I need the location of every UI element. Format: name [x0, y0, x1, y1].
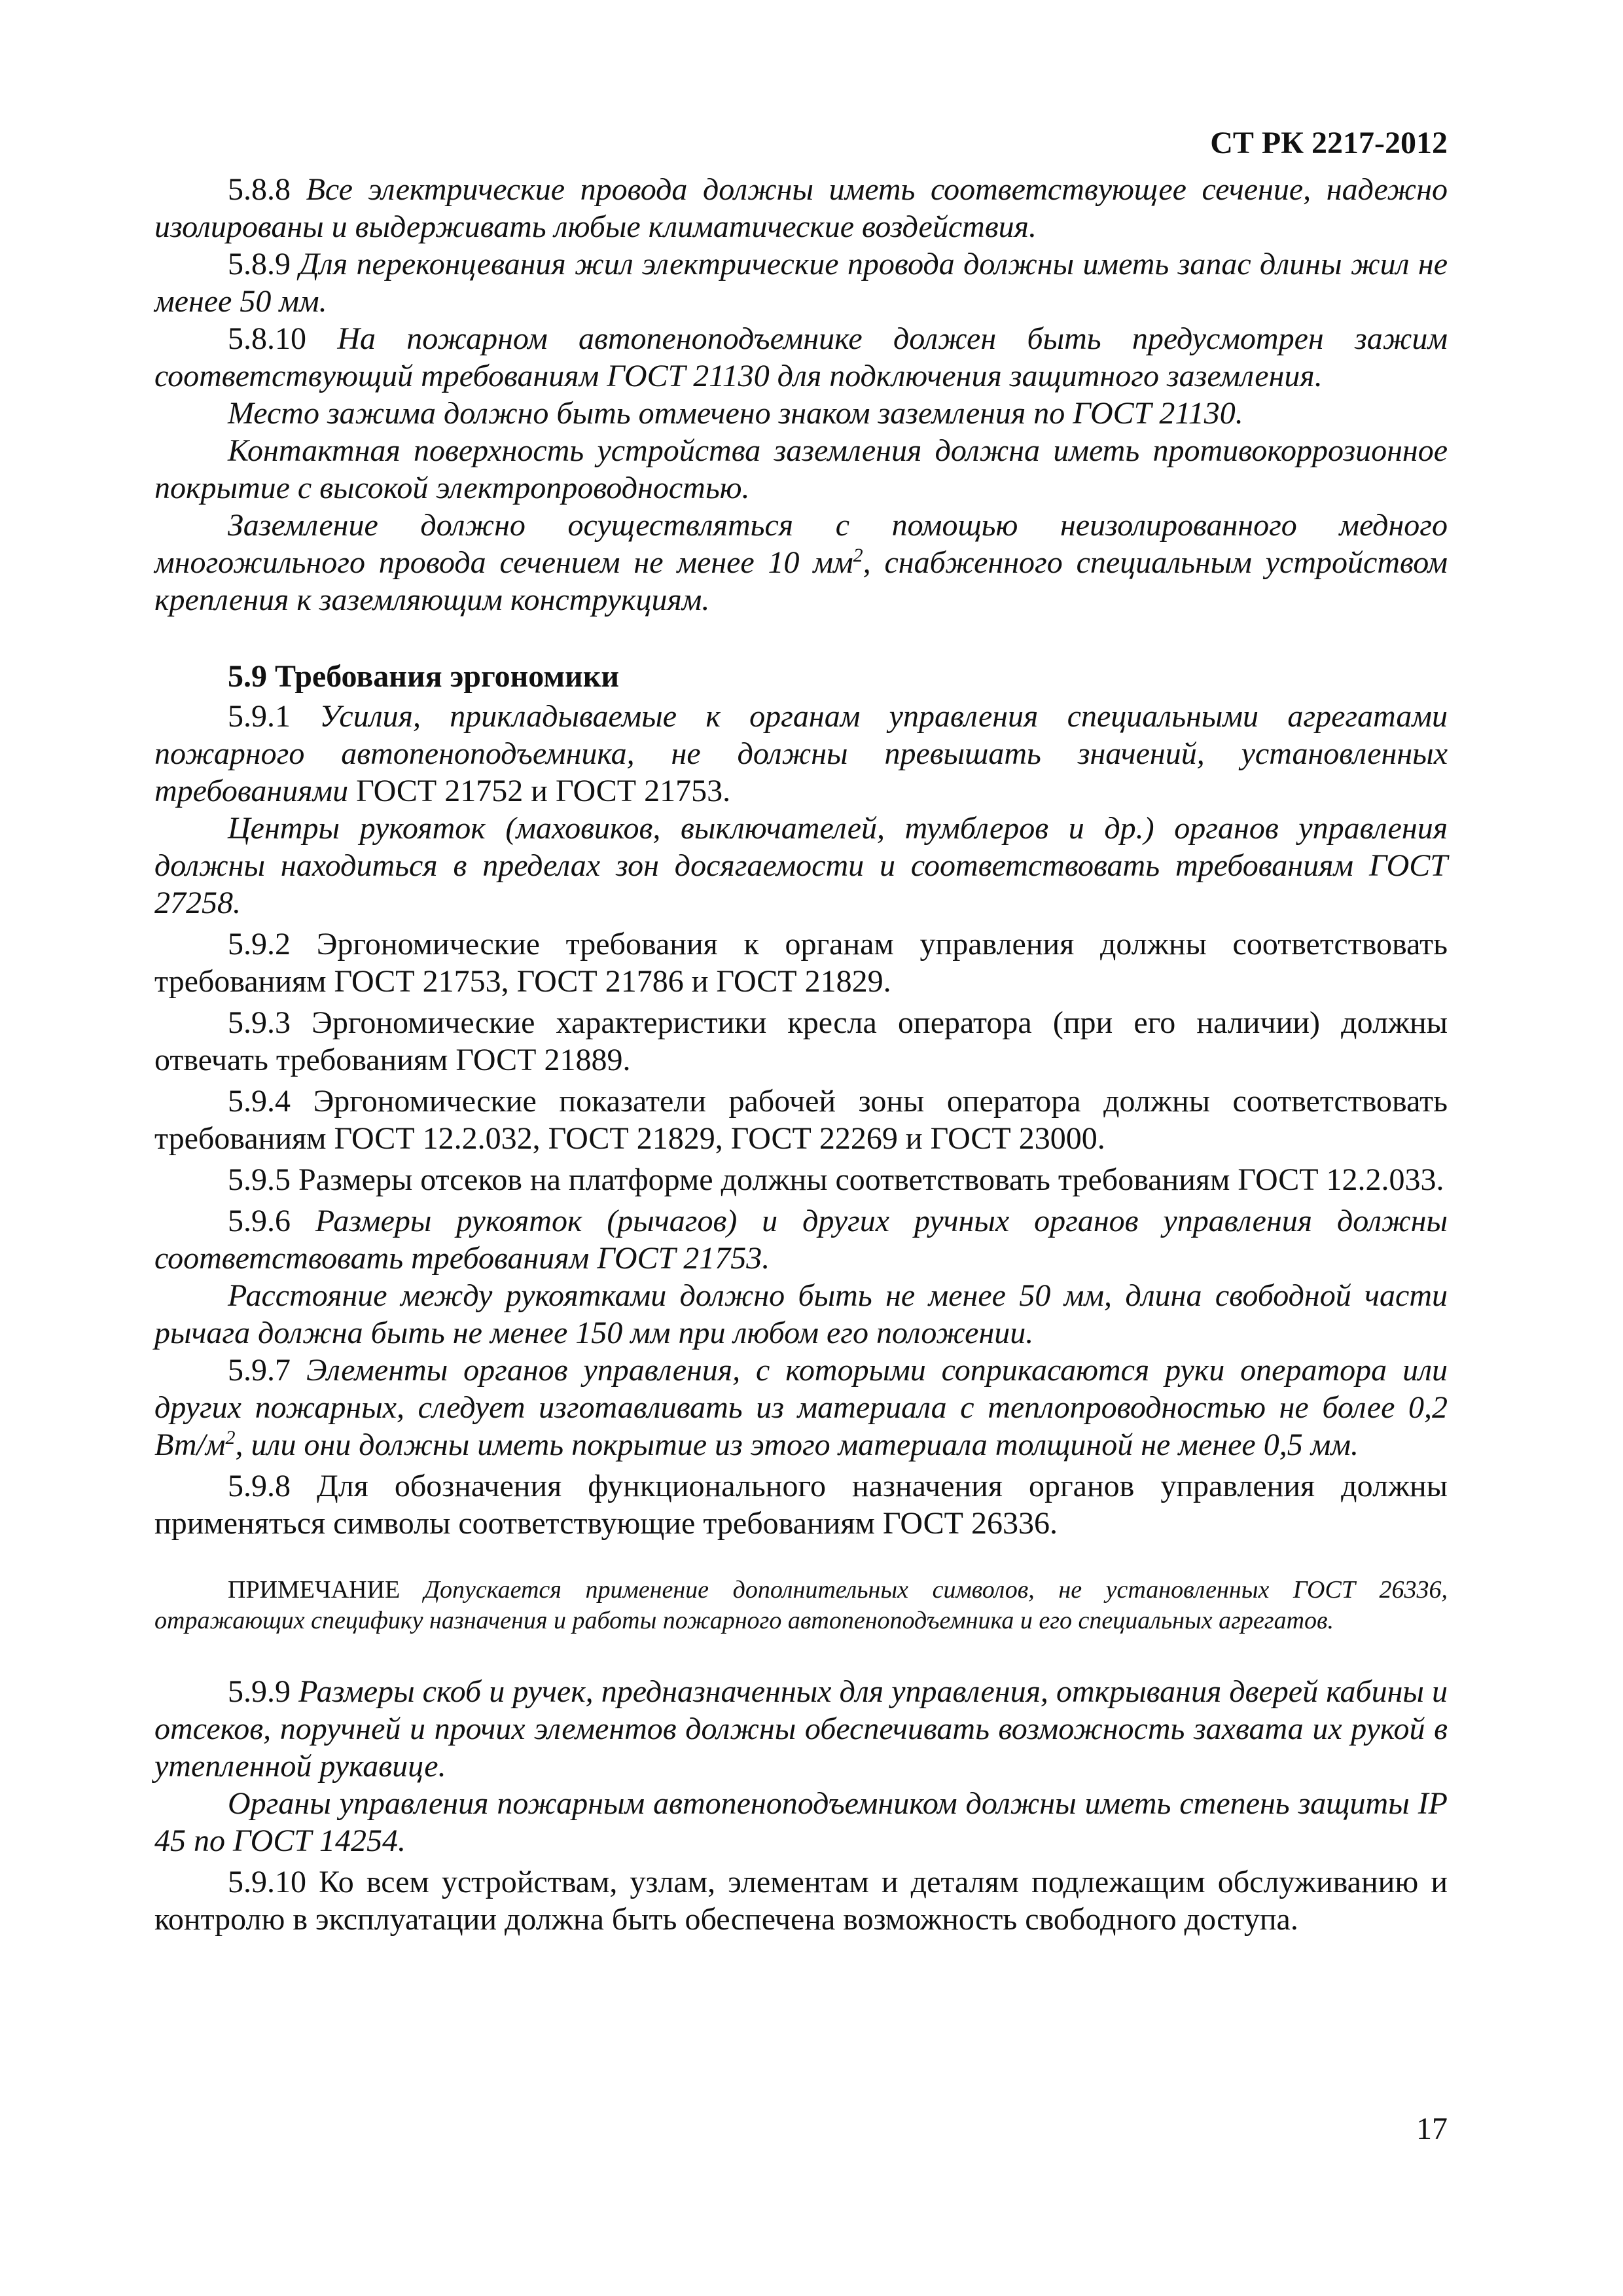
paragraph-5-8-8	[154, 171, 1448, 245]
clause-text: На пожарном автопеноподъемнике должен быть предусмотрен зажим соответствующий требованиям ГОСТ 21130 для подключения защитного заземления.	[154, 321, 1448, 393]
page-number: 17	[1416, 2111, 1448, 2146]
paragraph-5-9-9	[154, 1673, 1448, 1785]
clause-number: 5.9.6	[228, 1204, 291, 1238]
note-label: ПРИМЕЧАНИЕ	[228, 1576, 401, 1604]
paragraph-5-9-10: 5.9.10 Ко всем устройствам, узлам, элементам и деталям подлежащим обслуживанию и контролю в эксплуатации должна быть обеспечена возможность свободного доступа.	[154, 1865, 1448, 1937]
clause-number: 5.9.7	[228, 1353, 291, 1388]
grounding-text-b: , снабженного специальным устройством крепления к заземляющим конструкциям.	[154, 545, 1448, 617]
clause-text: Все электрические провода должны иметь соответствующее сечение, надежно изолированы и выдерживать любые климатические воздействия.	[154, 172, 1448, 244]
clause-number: 5.9.1	[228, 699, 291, 734]
paragraph-5-8-9	[154, 245, 1448, 320]
superscript-2: 2	[225, 1427, 236, 1448]
paragraph-handle-distance: Расстояние между рукоятками должно быть не менее 50 мм, длина свободной части рычага должна быть не менее 150 мм при любом его положении.	[154, 1278, 1448, 1350]
paragraph-5-8-10	[154, 320, 1448, 395]
clause-number: 5.8.10	[228, 321, 306, 356]
clause-text: Для переконцевания жил электрические провода должны иметь запас длины жил не менее 50 мм.	[154, 247, 1448, 319]
document-page	[154, 124, 1448, 1938]
note-text: Допускается применение дополнительных символов, не установленных ГОСТ 26336, отражающих специфику назначения и работы пожарного автопеноподъемника и его специальных агрегатов.	[154, 1576, 1448, 1634]
clause-number: 5.8.8	[228, 172, 291, 207]
paragraph-5-9-4: 5.9.4 Эргономические показатели рабочей зоны оператора должны соответствовать требованиям ГОСТ 12.2.032, ГОСТ 21829, ГОСТ 22269 и ГОСТ 23000.	[154, 1084, 1448, 1156]
section-heading-5-9: 5.9 Требования эргономики	[228, 659, 620, 694]
grounding-text-a: Заземление должно осуществляться с помощью неизолированного медного многожильного провода сечением не менее 10 мм	[154, 508, 1448, 580]
document-code-header: СТ РК 2217-2012	[1210, 126, 1448, 160]
paragraph-5-9-7	[154, 1352, 1448, 1463]
paragraph-grounding	[154, 507, 1448, 619]
paragraph-5-9-3: 5.9.3 Эргономические характеристики кресла оператора (при его наличии) должны отвечать требованиям ГОСТ 21889.	[154, 1005, 1448, 1077]
clause-text-regular: ГОСТ 21752 и ГОСТ 21753.	[348, 774, 731, 808]
clause-text-a: Элементы органов управления, с которыми соприкасаются руки оператора или других пожарных, следует изготавливать из материала с теплопроводностью не более 0,2 Вт/м	[154, 1353, 1448, 1462]
paragraph-5-9-8: 5.9.8 Для обозначения функционального назначения органов управления должны применяться символы соответствующие требованиям ГОСТ 26336.	[154, 1469, 1448, 1541]
paragraph-clamp-mark: Место зажима должно быть отмечено знаком заземления по ГОСТ 21130.	[228, 396, 1243, 431]
paragraph-5-9-1	[154, 698, 1448, 810]
clause-number: 5.8.9	[228, 247, 291, 281]
paragraph-5-9-6	[154, 1202, 1448, 1277]
paragraph-ip-protection: Органы управления пожарным автопеноподъемником должны иметь степень защиты IP 45 по ГОСТ 14254.	[154, 1786, 1448, 1858]
paragraph-5-9-2: 5.9.2 Эргономические требования к органам управления должны соответствовать требованиям ГОСТ 21753, ГОСТ 21786 и ГОСТ 21829.	[154, 927, 1448, 999]
clause-number: 5.9.9	[228, 1674, 291, 1709]
clause-text: Размеры скоб и ручек, предназначенных для управления, открывания дверей кабины и отсеков, поручней и прочих элементов должны обеспечивать возможность захвата их рукой в утепленной рукавице.	[154, 1674, 1448, 1784]
clause-text-italic: Усилия, прикладываемые к органам управления специальными агрегатами пожарного автопеноподъемника, не должны превышать значений, установленных требованиями	[154, 699, 1448, 808]
paragraph-handle-centers: Центры рукояток (маховиков, выключателей, тумблеров и др.) органов управления должны находиться в пределах зон досягаемости и соответствовать требованиям ГОСТ 27258.	[154, 811, 1448, 920]
clause-text-b: , или они должны иметь покрытие из этого материала толщиной не менее 0,5 мм.	[235, 1427, 1359, 1462]
note-block	[154, 1575, 1448, 1636]
paragraph-5-9-5: 5.9.5 Размеры отсеков на платформе должны соответствовать требованиям ГОСТ 12.2.033.	[228, 1162, 1444, 1197]
superscript-2: 2	[853, 545, 863, 566]
clause-text: Размеры рукояток (рычагов) и других ручных органов управления должны соответствовать требованиям ГОСТ 21753.	[154, 1204, 1448, 1276]
paragraph-contact-surface: Контактная поверхность устройства заземления должна иметь противокоррозионное покрытие с высокой электропроводностью.	[154, 433, 1448, 505]
